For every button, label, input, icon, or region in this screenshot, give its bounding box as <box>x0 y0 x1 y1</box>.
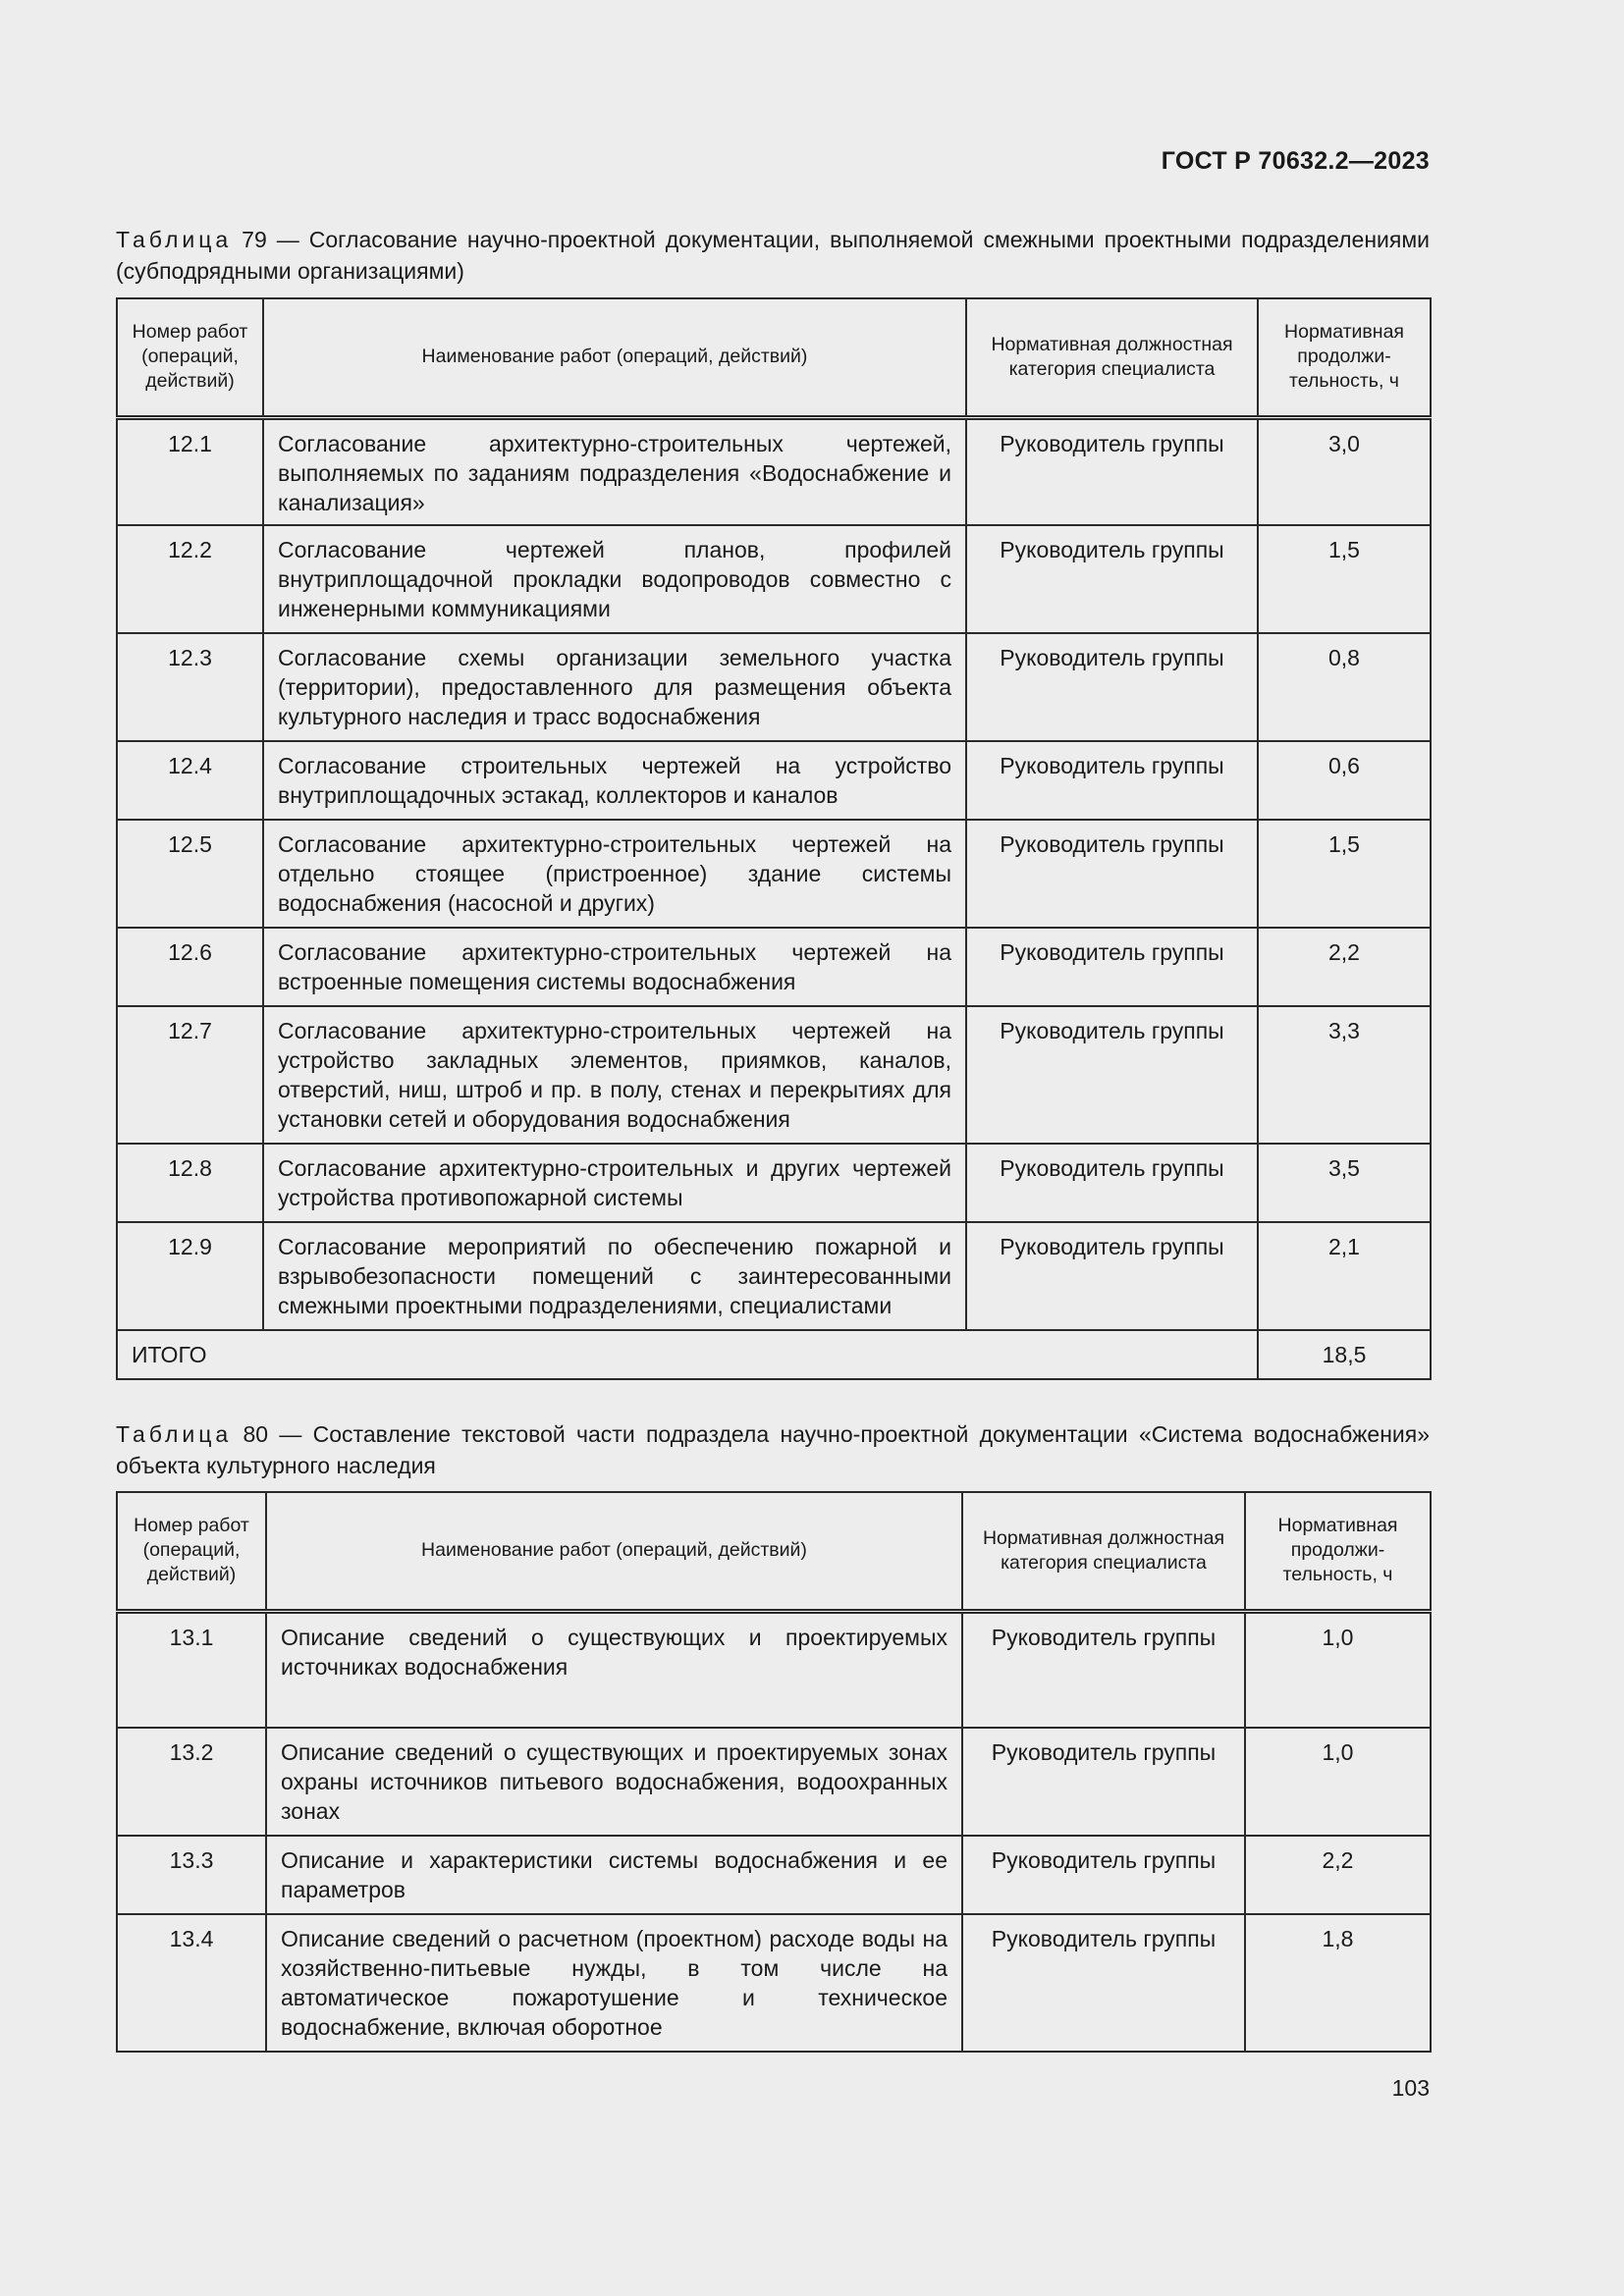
row-work-name: Согласование строительных чертежей на устройство внутриплощадочных эстакад, коллекторов и каналов <box>263 741 966 820</box>
row-work-name: Согласование архитектурно-строительных и других чертежей устройства противопожарной системы <box>263 1144 966 1222</box>
row-work-name: Описание и характеристики системы водоснабжения и ее параметров <box>266 1836 962 1914</box>
column-header-role: Нормативная должностная категория специалиста <box>962 1492 1245 1611</box>
row-role: Руководитель группы <box>966 1222 1258 1330</box>
table-79 <box>116 297 1432 1380</box>
row-role: Руководитель группы <box>962 1728 1245 1836</box>
row-role: Руководитель группы <box>962 1611 1245 1728</box>
row-duration: 1,8 <box>1245 1914 1431 2052</box>
row-role: Руководитель группы <box>966 633 1258 741</box>
row-number: 12.4 <box>117 741 263 820</box>
row-work-name: Согласование схемы организации земельного участка (территории), предоставленного для размещения объекта культурного наследия и трасс водоснабжения <box>263 633 966 741</box>
row-work-name: Согласование архитектурно-строительных чертежей на отдельно стоящее (пристроенное) здание системы водоснабжения (насосной и других) <box>263 820 966 928</box>
row-work-name: Согласование архитектурно-строительных чертежей на встроенные помещения системы водоснабжения <box>263 928 966 1006</box>
row-work-name: Описание сведений о существующих и проектируемых источниках водоснабжения <box>266 1611 962 1728</box>
table-79-caption-prefix: Таблица <box>116 227 233 252</box>
row-duration: 1,5 <box>1258 525 1431 633</box>
table-80 <box>116 1491 1432 2053</box>
table-row <box>117 1006 1431 1144</box>
table-row <box>117 525 1431 633</box>
row-work-name: Описание сведений о существующих и проектируемых зонах охраны источников питьевого водоснабжения, водоохранных зонах <box>266 1728 962 1836</box>
table-80-caption <box>116 1418 1430 1481</box>
row-work-name: Согласование архитектурно-строительных чертежей, выполняемых по заданиям подразделения «Водоснабжение и канализация» <box>263 417 966 525</box>
row-number: 12.5 <box>117 820 263 928</box>
row-duration: 1,5 <box>1258 820 1431 928</box>
row-role: Руководитель группы <box>966 1006 1258 1144</box>
column-header-role: Нормативная должностная категория специалиста <box>966 298 1258 417</box>
table-row <box>117 633 1431 741</box>
row-work-name: Согласование чертежей планов, профилей внутриплощадочной прокладки водопроводов совместно с инженерными коммуникациями <box>263 525 966 633</box>
table-row <box>117 1914 1431 2052</box>
table-80-caption-text: 80 — Составление текстовой части подраздела научно-проектной документации «Система водоснабжения» объекта культурного наследия <box>116 1421 1430 1478</box>
table-row <box>117 417 1431 525</box>
table-row <box>117 1222 1431 1330</box>
row-role: Руководитель группы <box>966 820 1258 928</box>
row-duration: 3,3 <box>1258 1006 1431 1144</box>
total-value: 18,5 <box>1258 1330 1431 1379</box>
row-work-name: Согласование архитектурно-строительных чертежей на устройство закладных элементов, приямков, каналов, отверстий, ниш, штроб и пр. в полу, стенах и перекрытиях для установки сетей и оборудования водоснабжения <box>263 1006 966 1144</box>
row-duration: 2,1 <box>1258 1222 1431 1330</box>
column-header-number: Номер работ (операций, действий) <box>117 1492 266 1611</box>
row-number: 12.6 <box>117 928 263 1006</box>
column-header-duration: Нормативная продолжи-тельность, ч <box>1258 298 1431 417</box>
row-role: Руководитель группы <box>966 417 1258 525</box>
row-number: 13.4 <box>117 1914 266 2052</box>
row-role: Руководитель группы <box>966 1144 1258 1222</box>
table-79-header-row <box>117 298 1431 417</box>
row-number: 13.2 <box>117 1728 266 1836</box>
table-total-row <box>117 1330 1431 1379</box>
row-role: Руководитель группы <box>962 1914 1245 2052</box>
row-duration: 0,8 <box>1258 633 1431 741</box>
total-label: ИТОГО <box>117 1330 1258 1379</box>
column-header-number: Номер работ (операций, действий) <box>117 298 263 417</box>
row-duration: 1,0 <box>1245 1611 1431 1728</box>
row-duration: 3,5 <box>1258 1144 1431 1222</box>
row-duration: 2,2 <box>1245 1836 1431 1914</box>
row-work-name: Согласование мероприятий по обеспечению пожарной и взрывобезопасности помещений с заинтересованными смежными проектными подразделениями, специалистами <box>263 1222 966 1330</box>
column-header-duration: Нормативная продолжи-тельность, ч <box>1245 1492 1431 1611</box>
row-number: 12.2 <box>117 525 263 633</box>
table-row <box>117 741 1431 820</box>
row-number: 13.1 <box>117 1611 266 1728</box>
table-80-caption-prefix: Таблица <box>116 1421 233 1447</box>
row-number: 13.3 <box>117 1836 266 1914</box>
row-number: 12.1 <box>117 417 263 525</box>
row-number: 12.9 <box>117 1222 263 1330</box>
table-row <box>117 1728 1431 1836</box>
row-work-name: Описание сведений о расчетном (проектном) расходе воды на хозяйственно-питьевые нужды, в том числе на автоматическое пожаротушение и техническое водоснабжение, включая оборотное <box>266 1914 962 2052</box>
row-duration: 1,0 <box>1245 1728 1431 1836</box>
table-79-caption <box>116 224 1430 287</box>
row-role: Руководитель группы <box>962 1836 1245 1914</box>
row-duration: 0,6 <box>1258 741 1431 820</box>
row-number: 12.3 <box>117 633 263 741</box>
row-duration: 2,2 <box>1258 928 1431 1006</box>
table-row <box>117 1611 1431 1728</box>
table-row <box>117 820 1431 928</box>
table-row <box>117 928 1431 1006</box>
table-80-header-row <box>117 1492 1431 1611</box>
table-79-caption-text: 79 — Согласование научно-проектной документации, выполняемой смежными проектными подразделениями (субподрядными организациями) <box>116 227 1430 284</box>
column-header-name: Наименование работ (операций, действий) <box>266 1492 962 1611</box>
document-standard-header: ГОСТ Р 70632.2—2023 <box>1161 147 1430 175</box>
row-role: Руководитель группы <box>966 525 1258 633</box>
row-role: Руководитель группы <box>966 741 1258 820</box>
table-row <box>117 1144 1431 1222</box>
row-number: 12.7 <box>117 1006 263 1144</box>
row-role: Руководитель группы <box>966 928 1258 1006</box>
row-duration: 3,0 <box>1258 417 1431 525</box>
table-row <box>117 1836 1431 1914</box>
page-number: 103 <box>1391 2075 1430 2101</box>
column-header-name: Наименование работ (операций, действий) <box>263 298 966 417</box>
row-number: 12.8 <box>117 1144 263 1222</box>
